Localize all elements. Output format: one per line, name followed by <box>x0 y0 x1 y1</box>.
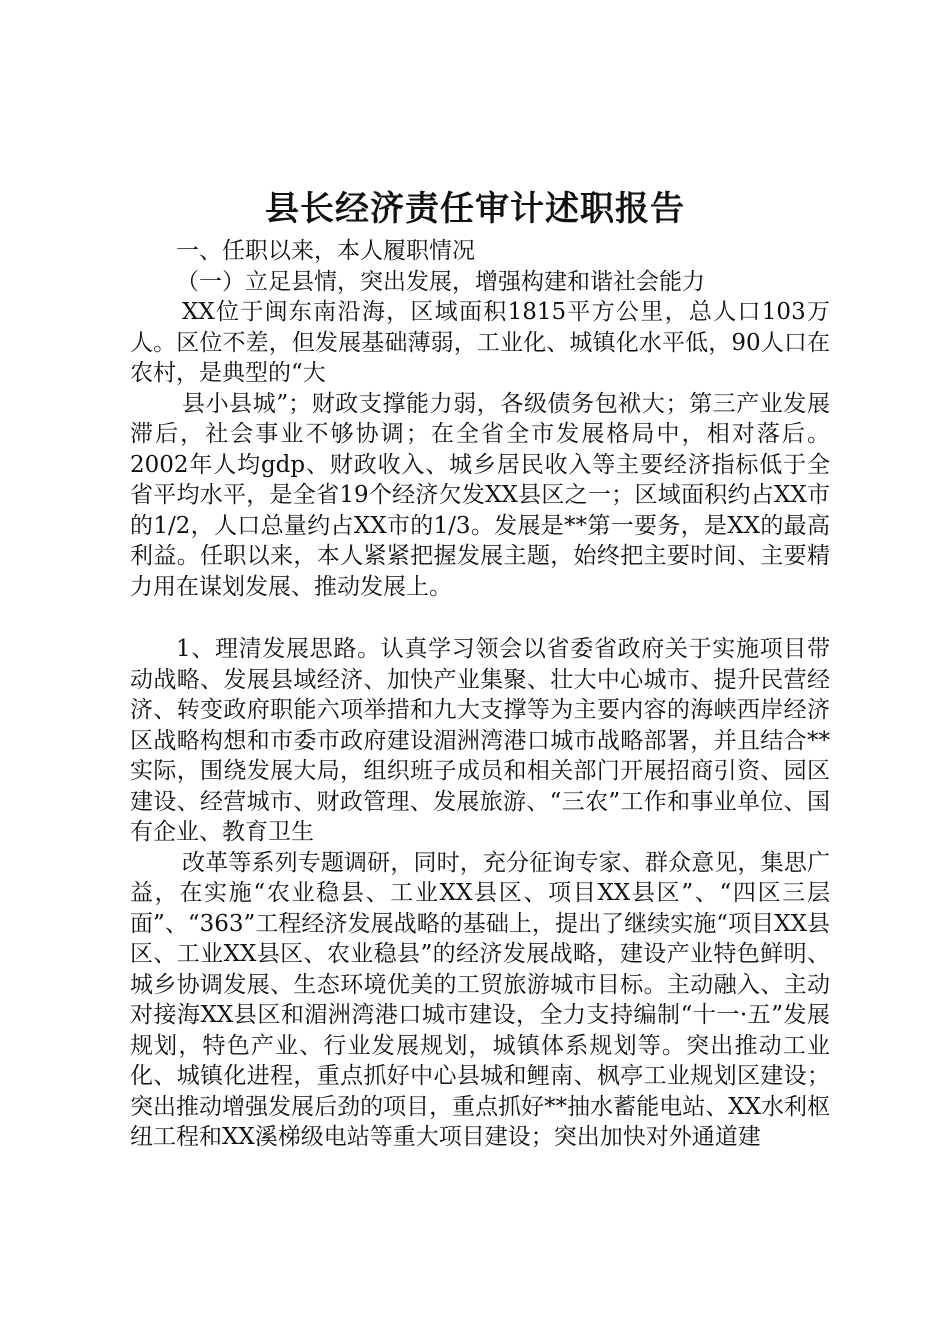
paragraph-spacer <box>130 602 830 634</box>
document-body <box>130 236 830 1153</box>
paragraph-development-ideas: 1、理清发展思路。认真学习领会以省委省政府关于实施项目带动战略、发展县域经济、加快产业集聚、壮大中心城市、提升民营经济、转变政府职能六项举措和九大支撑等为主要内容的海峡西岸经济区战略构想和市委市政府建设湄洲湾港口城市战略部署，并且结合**实际，围绕发展大局，组织班子成员和相关部门开展招商引资、园区建设、经营城市、财政管理、发展旅游、“三农”工作和事业单位、国有企业、教育卫生 <box>130 636 830 845</box>
paragraph-reform-research: 改革等系列专题调研，同时，充分征询专家、群众意见，集思广益，在实施“农业稳县、工业XX县区、项目XX县区”、“四区三层面”、“363”工程经济发展战略的基础上，提出了继续实施“项目XX县区、工业XX县区、农业稳县”的经济发展战略，建设产业特色鲜明、城乡协调发展、生态环境优美的工贸旅游城市目标。主动融入、主动对接海XX县区和湄洲湾港口城市建设，全力支持编制“十一·五”发展规划，特色产业、行业发展规划，城镇体系规划等。突出推动工业化、城镇化进程，重点抓好中心县城和鲤南、枫亭工业规划区建设；突出推动增强发展后劲的项目，重点抓好**抽水蓄能电站、XX水利枢纽工程和XX溪梯级电站等重大项目建设；突出加快对外通道建 <box>130 849 830 1150</box>
paragraph-development-status: 县小县城”；财政支撑能力弱，各级债务包袱大；第三产业发展滞后，社会事业不够协调；在全省全市发展格局中，相对落后。2002年人均gdp、财政收入、城乡居民收入等主要经济指标低于全省平均水平，是全省19个经济欠发XX县区之一；区域面积约占XX市的1/2，人口总量约占XX市的1/3。发展是**第一要务，是XX的最高利益。任职以来，本人紧紧把握发展主题，始终把主要时间、主要精力用在谋划发展、推动发展上。 <box>130 390 830 600</box>
section-heading: 一、任职以来，本人履职情况 <box>176 238 475 264</box>
subsection-heading: （一）立足县情，突出发展，增强构建和谐社会能力 <box>176 268 705 295</box>
paragraph-county-overview: XX位于闽东南沿海，区域面积1815平方公里，总人口103万人。区位不差，但发展基础薄弱，工业化、城镇化水平低，90人口在农村，是典型的“大 <box>130 299 830 386</box>
document-title: 县长经济责任审计述职报告 <box>265 189 685 229</box>
